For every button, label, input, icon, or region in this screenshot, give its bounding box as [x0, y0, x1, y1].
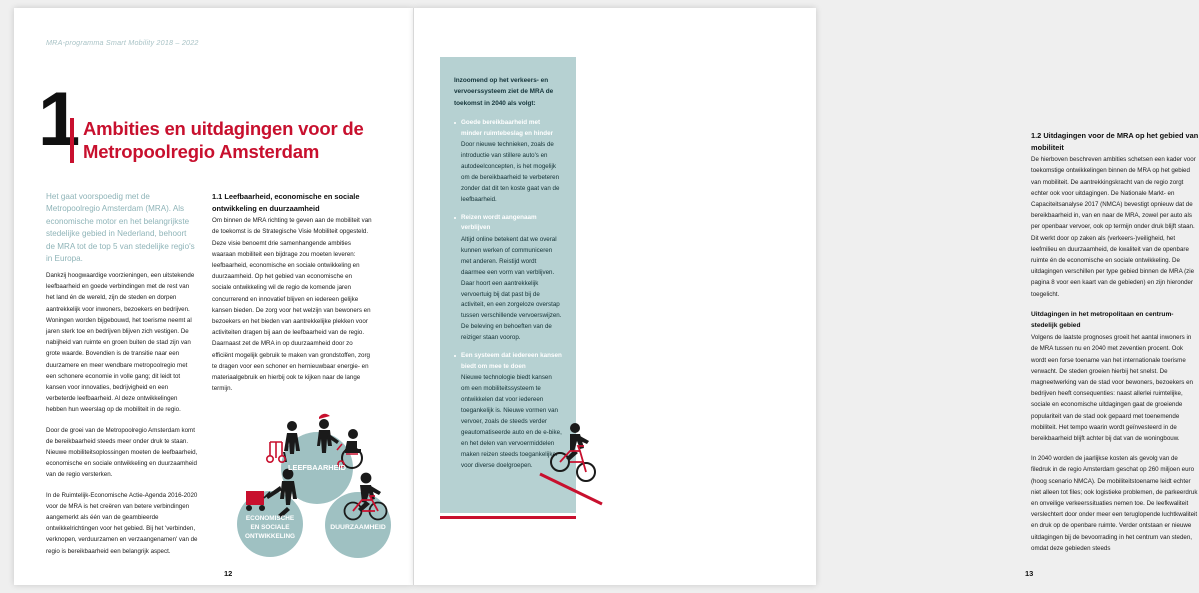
- paragraph: Door de groei van de Metropoolregio Amsterdam komt de bereikbaarheid steeds meer onder druk te staan. Nieuwe mobiliteitsoplossingen moeten de leefbaarheid, economische en sociale ontwikkeling en duurzaamheid van de regio versterken.: [46, 426, 198, 479]
- lead-paragraph: Het gaat voorspoedig met de Metropoolregio Amsterdam (MRA). Als economische motor en het belangrijkste stedelijke gebied in Nederland, behoort de MRA tot de top 5 van stedelijke regio's in Europa.: [46, 192, 195, 264]
- section-heading-1-1: 1.1 Leefbaarheid, economische en sociale ontwikkeling en duurzaamheid: [212, 192, 360, 213]
- page-number-left: 12: [224, 569, 233, 578]
- section-1-2-column: [1031, 130, 1199, 563]
- callout-item: [454, 213, 562, 344]
- subsection-heading: Uitdagingen in het metropolitaan en centrum-stedelijk gebied: [1031, 310, 1174, 330]
- callout-intro: Inzoomend op het verkeers- en vervoerssysteem ziet de MRA de toekomst in 2040 als volgt:: [454, 77, 554, 107]
- callout-item-text: Door nieuwe technieken, zoals de introductie van stillere auto's en autodeelconcepten, is het mogelijk om de bereikbaarheid te verbeteren zonder dat dit ten koste gaat van de leefbaarheid.: [461, 141, 560, 203]
- ambitions-infographic: [220, 412, 400, 564]
- bubble-duurzaamheid-label: DUURZAAMHEID: [330, 524, 386, 531]
- page-number-right: 13: [1025, 569, 1034, 578]
- section-heading-1-2: 1.2 Uitdagingen voor de MRA op het gebied van mobiliteit: [1031, 131, 1199, 152]
- callout-list: [454, 118, 562, 471]
- paragraph: In 2040 worden de jaarlijkse kosten als gevolg van de filedruk in de regio Amsterdam geschat op 260 miljoen euro (hoog scenario NMCA). De mobiliteitstoename leidt echter niet alleen tot files; ook logistieke problemen, de parkeerdruk en onveilige verkeerssituaties nemen toe. De leefkwaliteit verslechtert door onder meer een teruglopende luchtkwaliteit en druk op de openbare ruimte. Verder ontstaan er nieuwe uitdagingen bij de bevoorrading in het centrum van steden, omdat deze gebieden steeds: [1031, 455, 1198, 552]
- callout-item: [454, 118, 562, 206]
- paragraph: Volgens de laatste prognoses groeit het aantal inwoners in de MRA tussen nu en 2040 met zeventien procent. Ook wordt een forse toename van het internationale toerisme verwacht. De steden groeien hierbij het snelst. De magneetwerking van de stad voor bewoners, bezoekers en bedrijven heeft consequenties: naast allerlei ruimtelijke, sociale en economische uitdagingen gaat de groeiende populariteit van de stad ook gepaard met toenemende mobiliteit. Het tempo waarin wordt geïnvesteerd in de bereikbaarheid blijft achter bij dat van de woningbouw.: [1031, 334, 1194, 443]
- paragraph: Dankzij hoogwaardige voorzieningen, een uitstekende leefbaarheid en goede verbindingen met de rest van het land én de wereld, zijn de steden en dorpen aantrekkelijk voor inwoners, bezoekers en bedrijven. Woningen worden bijgebouwd, het toerisme neemt al jaren sterk toe en bedrijven blijven zich vestigen. De nabijheid van ruimte en groen buiten de stad zijn van grote waarde. Bovendien is de transitie naar een duurzamere en meer wendbare metropoolregio met een schonere economie in volle gang; dit leidt tot kansen voor innovaties, bedrijvigheid en een verbeterde leefbaarheid. Al deze ontwikkelingen hebben hun weerslag op de mobiliteit in de regio.: [46, 272, 195, 414]
- cyclist-body-icon: [566, 423, 589, 461]
- bubble-economische-label: ECONOMISCHE: [245, 515, 295, 522]
- red-cap-icon: [319, 414, 330, 419]
- paragraph: In de Ruimtelijk-Economische Actie-Agenda 2016-2020 voor de MRA is het creëren van betere verbindingen aangemerkt als één van de geambieerde ontwikkelrichtingen voor het gebied. Bij het 'verbinden, verknopen, verduurzamen en verzaangenamen' van de regio is bereikbaarheid een belangrijk aspect.: [46, 491, 198, 555]
- chapter-title: Ambities en uitdagingen voor de Metropoolregio Amsterdam: [70, 118, 413, 163]
- paragraph: De hierboven beschreven ambities schetsen een kader voor toekomstige ontwikkelingen binnen de MRA op het gebied van mobiliteit. De aantrekkingskracht van de regio zorgt echter ook voor uitdagingen. De Nationale Markt- en Capaciteitsanalyse 2017 (NMCA) bevestigt opnieuw dat de bereikbaarheid in, van en naar de MRA, zowel per auto als per openbaar vervoer, ook op termijn onder druk blijft staan. Dit werkt door op zaken als (verkeers-)veiligheid, het leefmilieu en duurzaamheid, de kwaliteit van de openbare ruimte én de economische en sociale ontwikkeling. De uitdagingen verschillen per type gebied binnen de MRA (zie pagina 8 voor een kaart van de gebieden) en zijn hieronder toegelicht.: [1031, 156, 1196, 298]
- callout-item-text: Altijd online betekent dat we overal kunnen werken of communiceren met anderen. Reistijd wordt daarmee een vorm van verblijven. Daar hoort een aantrekkelijk vervoertuig bij dat past bij de activiteit, en een zorgeloze overstap tussen verschillende vervoerswijzen. De beleving en behoeften van de reiziger staan voorop.: [461, 236, 562, 342]
- section-1-1-column: [212, 191, 372, 403]
- callout-item-heading: Goede bereikbaarheid met minder ruimtebeslag en hinder: [461, 119, 554, 137]
- callout-item-heading: Een systeem dat iedereen kansen biedt om mee te doen: [461, 352, 562, 370]
- bubble-leefbaarheid-label: LEEFBAARHEID: [288, 463, 346, 472]
- callout-item-text: Nieuwe technologie biedt kansen om een mobiliteitssysteem te ontwikkelen dat voor iedereen toegankelijk is. Nieuwe vormen van vervoer, zoals de steeds verder geautomatiseerde auto en de e-bike, en het delen van vervoermiddelen maken reizen steeds toegankelijker voor diverse doelgroepen.: [461, 374, 562, 469]
- bubble-economische-label-3: ONTWIKKELING: [244, 533, 296, 540]
- bubble-economische-label-2: EN SOCIALE: [250, 524, 290, 531]
- page-gutter: [413, 8, 414, 585]
- cyclist-illustration: [540, 420, 650, 520]
- page-left: [14, 8, 413, 585]
- chapter-number: 1: [38, 77, 78, 162]
- callout-item-heading: Reizen wordt aangenaam verblijven: [461, 213, 537, 232]
- paragraph: Om binnen de MRA richting te geven aan de mobiliteit van de toekomst is de Strategische Visie Mobiliteit opgesteld. Deze visie benoemt drie samenhangende ambities waaraan mobiliteit een bijdrage zou moeten leveren: leefbaarheid, economische en sociale ontwikkeling en duurzaamheid. Op het gebied van economische en sociale ontwikkeling wil de regio de komende jaren concurrerend en innovatief blijven en iedereen gelijke kansen bieden. De zorg voor het welzijn van bewoners en bezoekers en het bieden van aantrekkelijke plekken voor activiteiten dragen bij aan de leefbaarheid van de regio. Daarnaast zet de MRA in op duurzaamheid door zo efficiënt mogelijk gebruik te maken van grondstoffen, zorg te dragen voor een schoner en hernieuwbaar energie- en materiaalgebruik en hierbij ook te kijken naar de lange termijn.: [212, 217, 372, 393]
- left-column-body: [46, 270, 198, 566]
- running-head: MRA-programma Smart Mobility 2018 – 2022: [46, 38, 199, 47]
